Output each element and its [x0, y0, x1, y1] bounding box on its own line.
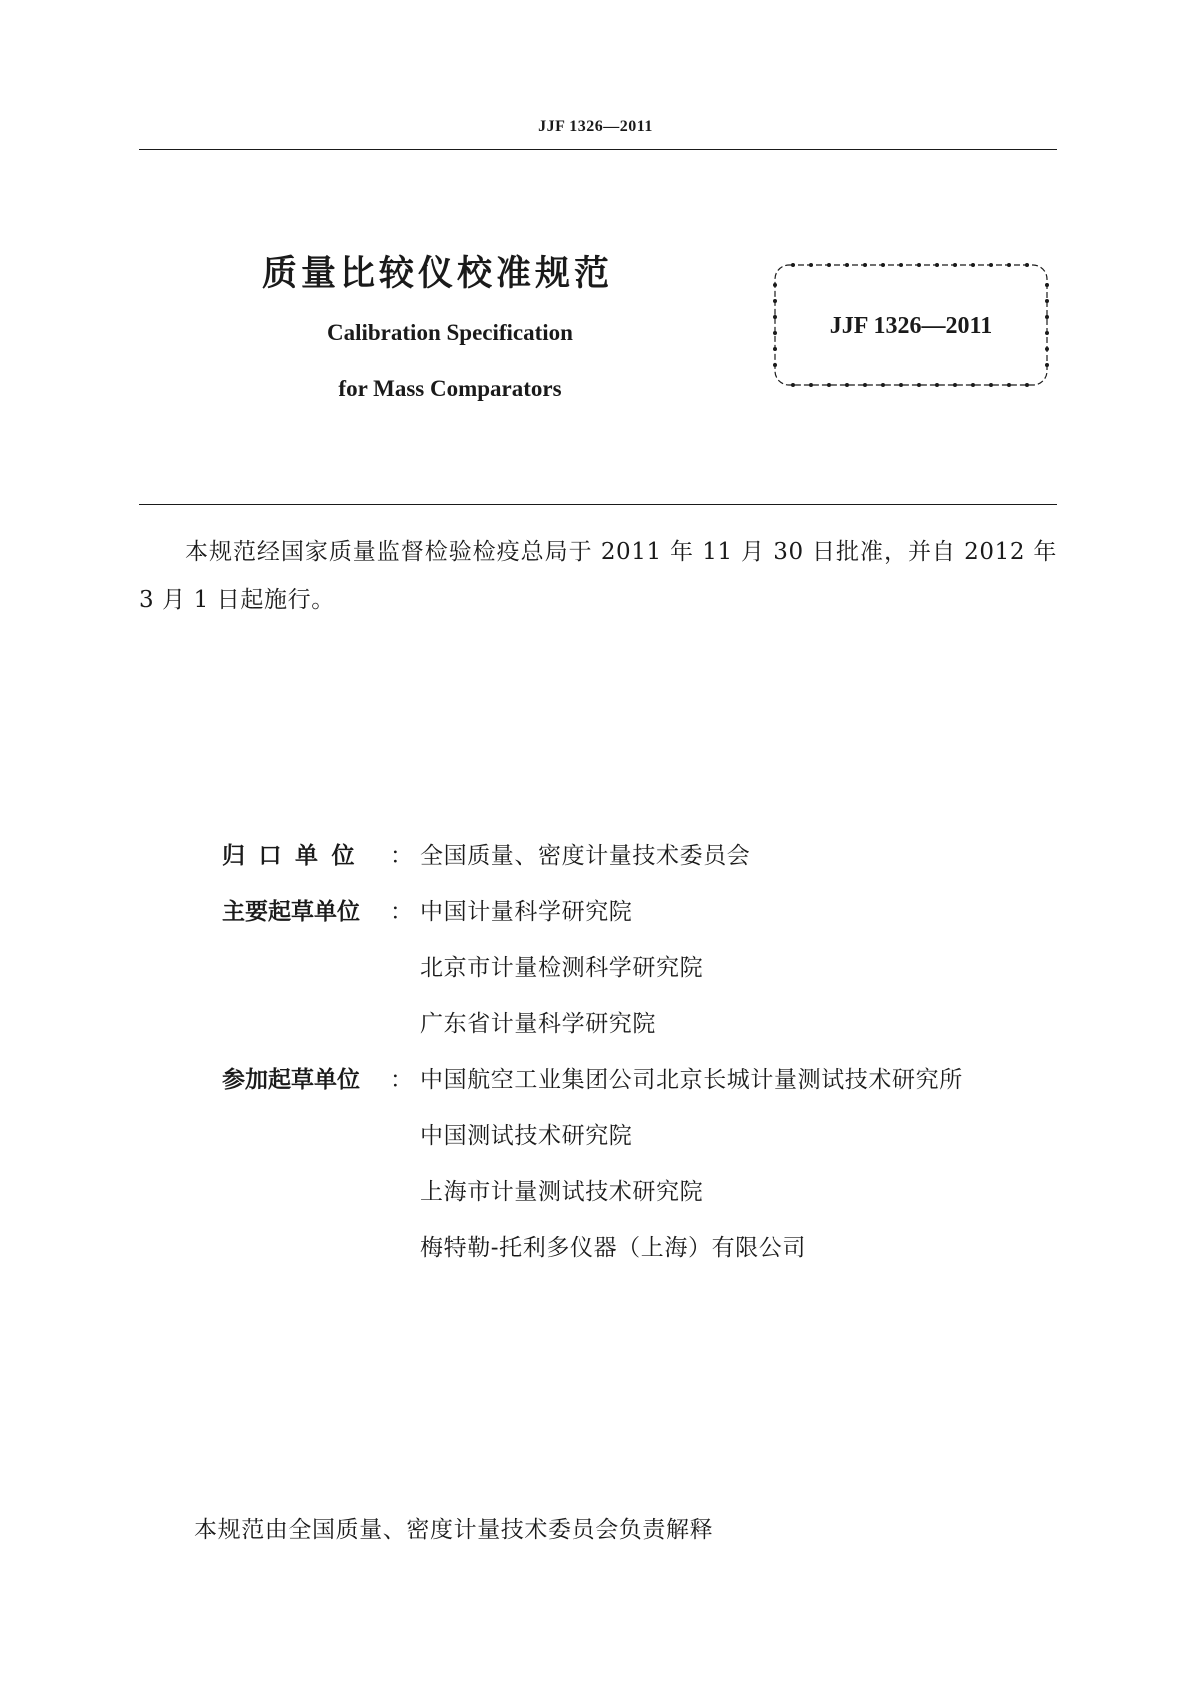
border-dot [773, 299, 777, 303]
border-dot [773, 363, 777, 367]
border-dot [863, 383, 867, 387]
main-drafting-unit: 北京市计量检测科学研究院 [420, 955, 704, 981]
title-chinese: 质量比较仪校准规范 [262, 254, 614, 294]
specification-code: JJF 1326—2011 [829, 313, 993, 339]
participating-drafting-row [222, 1228, 1062, 1284]
participating-drafting-row [222, 1172, 1062, 1228]
border-dot [1007, 383, 1011, 387]
main-drafting-row [222, 1004, 1062, 1060]
interpretation-statement: 本规范由全国质量、密度计量技术委员会负责解释 [194, 1517, 714, 1543]
title-english-line2: for Mass Comparators [338, 376, 562, 401]
border-dot [1045, 283, 1049, 287]
border-dot [827, 383, 831, 387]
border-dot [935, 383, 939, 387]
border-dot [971, 263, 975, 267]
responsible-unit-value: 全国质量、密度计量技术委员会 [420, 843, 751, 869]
border-dot [845, 383, 849, 387]
border-dot [881, 383, 885, 387]
responsible-unit-label: 归口单位 [222, 843, 368, 869]
border-dot [917, 263, 921, 267]
border-dot [863, 263, 867, 267]
participating-drafting-unit: 中国航空工业集团公司北京长城计量测试技术研究所 [420, 1067, 963, 1093]
specification-code-box [771, 261, 1051, 389]
border-dot [1025, 383, 1029, 387]
border-dot [953, 383, 957, 387]
main-drafting-unit: 中国计量科学研究院 [420, 899, 633, 925]
border-dot [1025, 263, 1029, 267]
section-rule [139, 504, 1057, 505]
responsible-unit-row [222, 836, 1062, 892]
border-dot [791, 263, 795, 267]
border-dot [773, 283, 777, 287]
border-dot [845, 263, 849, 267]
border-dot [809, 263, 813, 267]
border-dot [1045, 347, 1049, 351]
border-dot [881, 263, 885, 267]
title-english-line1: Calibration Specification [327, 320, 573, 345]
label-colon: ： [390, 843, 413, 869]
border-dot [989, 263, 993, 267]
border-dot [935, 263, 939, 267]
approval-statement: 本规范经国家质量监督检验检疫总局于 2011 年 11 月 30 日批准，并自 2012 年 3 月 1 日起施行。 [139, 539, 1057, 613]
border-dot [1007, 263, 1011, 267]
border-dot [827, 263, 831, 267]
participating-drafting-unit: 上海市计量测试技术研究院 [420, 1179, 704, 1205]
border-dot [899, 383, 903, 387]
main-drafting-unit: 广东省计量科学研究院 [420, 1011, 656, 1037]
border-dot [1045, 299, 1049, 303]
border-dot [809, 383, 813, 387]
border-dot [791, 383, 795, 387]
border-dot [773, 347, 777, 351]
participating-drafting-row [222, 1116, 1062, 1172]
participating-drafting-row [222, 1060, 1062, 1116]
label-colon: ： [390, 899, 413, 925]
border-dot [917, 383, 921, 387]
border-dot [989, 383, 993, 387]
header-rule [139, 149, 1057, 150]
main-drafting-label: 主要起草单位 [222, 899, 360, 925]
organization-block [222, 836, 1062, 1284]
participating-drafting-unit: 中国测试技术研究院 [420, 1123, 633, 1149]
participating-drafting-unit: 梅特勒-托利多仪器（上海）有限公司 [420, 1235, 806, 1261]
border-dot [953, 263, 957, 267]
main-drafting-row [222, 892, 1062, 948]
running-head-code: JJF 1326—2011 [538, 118, 653, 135]
border-dot [971, 383, 975, 387]
main-drafting-row [222, 948, 1062, 1004]
label-colon: ： [390, 1067, 413, 1093]
participating-drafting-label: 参加起草单位 [222, 1067, 360, 1093]
border-dot [1045, 363, 1049, 367]
border-dot [899, 263, 903, 267]
